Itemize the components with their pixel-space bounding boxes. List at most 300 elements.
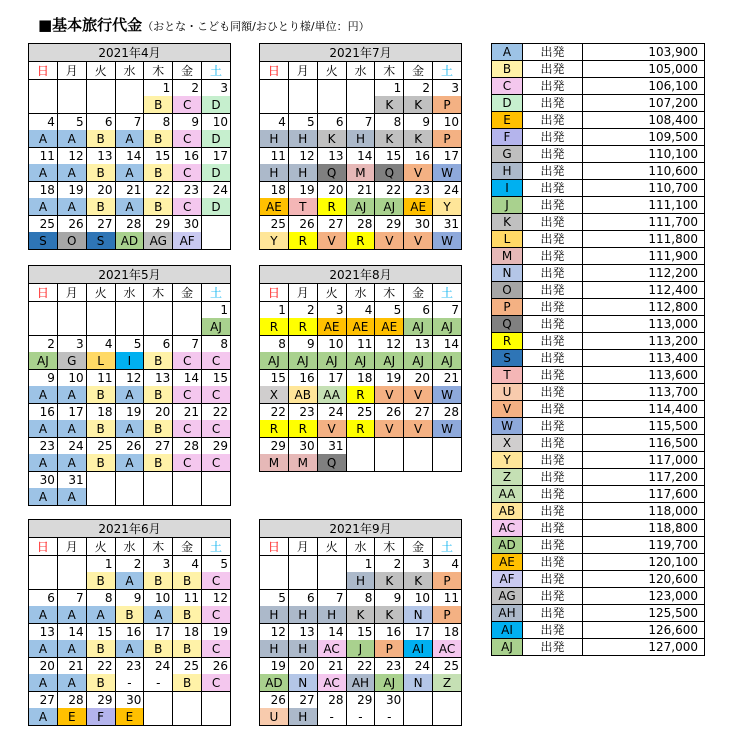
day-number: 26 [288,216,317,233]
price-code-cell: AJ [346,352,375,370]
day-number: 3 [57,336,86,353]
price-code: M [492,248,523,265]
departure-label: 出発 [523,78,583,95]
price-code-cell: Q [317,164,346,182]
weekday-label: 火 [86,538,115,556]
price-value: 117,200 [583,469,705,486]
day-number: 28 [57,692,86,709]
price-code-cell: V [375,386,404,404]
price-code-cell: - [346,708,375,726]
day-number: 24 [317,404,346,421]
departure-label: 出発 [523,44,583,61]
price-code-cell [115,96,144,114]
day-number: 8 [346,590,375,607]
day-number: 24 [57,438,86,455]
price-code-cell [260,96,289,114]
price-code-cell: W [433,420,462,438]
weekday-label: 水 [115,284,144,302]
price-code: G [492,146,523,163]
departure-label: 出発 [523,469,583,486]
price-code-cell: R [346,386,375,404]
day-number: 17 [202,148,231,165]
day-number [86,80,115,97]
day-number: 11 [86,370,115,387]
price-code-cell: AJ [202,318,231,336]
price-value: 125,500 [583,605,705,622]
day-number [346,80,375,97]
day-number [317,80,346,97]
day-number: 5 [375,302,404,319]
day-number: 12 [260,624,289,641]
weekday-label: 金 [404,284,433,302]
day-number: 4 [29,114,58,131]
price-code-cell: K [375,96,404,114]
calendar-june [28,519,231,726]
price-value: 127,000 [583,639,705,656]
price-code-cell: B [86,198,115,216]
day-number: 14 [57,624,86,641]
day-number [173,302,202,319]
departure-label: 出発 [523,95,583,112]
price-code: L [492,231,523,248]
week-price-codes [29,232,231,250]
day-number: 19 [260,658,289,675]
price-code-cell: J [346,640,375,658]
price-code-cell: K [404,96,433,114]
day-number: 15 [346,624,375,641]
weekday-label: 木 [144,284,173,302]
day-number: 26 [115,438,144,455]
price-code-cell: C [202,572,231,590]
week-price-codes [29,318,231,336]
week-price-codes [260,454,462,472]
price-code-cell: AF [173,232,202,250]
price-code-cell: G [57,352,86,370]
day-number: 21 [433,370,462,387]
price-code-cell: B [144,454,173,472]
day-number: 9 [173,114,202,131]
day-number: 19 [375,370,404,387]
day-number: 21 [57,658,86,675]
week-price-codes [29,96,231,114]
day-number: 25 [86,438,115,455]
day-number: 10 [144,590,173,607]
day-number: 1 [260,302,289,319]
day-number [404,438,433,455]
week-day-numbers [260,404,462,421]
price-code-cell: B [144,352,173,370]
day-number: 29 [375,216,404,233]
price-code-cell: A [29,386,58,404]
week-day-numbers [260,692,462,709]
price-code-cell: AC [317,640,346,658]
day-number: 7 [317,590,346,607]
departure-label: 出発 [523,265,583,282]
day-number: 4 [346,302,375,319]
day-number [86,302,115,319]
price-row [492,248,705,265]
departure-label: 出発 [523,418,583,435]
price-value: 111,900 [583,248,705,265]
day-number: 15 [260,370,289,387]
day-number: 23 [288,404,317,421]
weekday-label: 日 [260,284,289,302]
day-number: 18 [86,404,115,421]
day-number [115,472,144,489]
price-code-cell: A [57,606,86,624]
weekday-label: 水 [346,538,375,556]
week-day-numbers [29,438,231,455]
calendar-header-row [260,266,462,284]
weekday-label: 日 [260,538,289,556]
price-code-cell: A [115,130,144,148]
departure-label: 出発 [523,537,583,554]
day-number: 23 [375,658,404,675]
day-number: 11 [260,148,289,165]
weekday-label: 木 [375,284,404,302]
price-code-cell: C [173,420,202,438]
week-day-numbers [260,438,462,455]
price-row [492,537,705,554]
price-code: AJ [492,639,523,656]
day-number: 14 [317,624,346,641]
price-code-cell [115,318,144,336]
price-code-cell: T [288,198,317,216]
price-code-cell: C [202,386,231,404]
price-code-cell: H [260,164,289,182]
week-price-codes [260,164,462,182]
price-value: 112,800 [583,299,705,316]
departure-label: 出発 [523,316,583,333]
price-code-cell: AJ [433,352,462,370]
price-code-cell: B [173,606,202,624]
price-code-cell: R [260,318,289,336]
calendar-header-row [29,520,231,538]
price-code-cell: P [433,572,462,590]
day-number: 8 [86,590,115,607]
price-code-cell: A [115,198,144,216]
price-code-cell: V [404,164,433,182]
day-number: 6 [288,590,317,607]
price-code-cell: AE [404,198,433,216]
day-number: 6 [86,114,115,131]
price-code-cell [29,572,58,590]
departure-label: 出発 [523,503,583,520]
price-code-cell: M [260,454,289,472]
price-row [492,265,705,282]
day-number: 19 [202,624,231,641]
price-code-cell: N [404,674,433,692]
price-value: 113,000 [583,316,705,333]
weekday-row [29,538,231,556]
price-code-cell: B [86,420,115,438]
day-number: 2 [288,302,317,319]
price-code-cell [173,708,202,726]
calendar-month-title: 2021年7月 [260,44,462,62]
departure-label: 出発 [523,384,583,401]
price-row [492,282,705,299]
day-number: 10 [57,370,86,387]
day-number: 6 [404,302,433,319]
day-number: 9 [115,590,144,607]
day-number: 25 [173,658,202,675]
day-number: 5 [260,590,289,607]
departure-label: 出発 [523,112,583,129]
price-code-cell: - [317,708,346,726]
day-number [317,556,346,573]
price-row [492,401,705,418]
weekday-label: 土 [202,62,231,80]
calendar-august [259,265,462,472]
weekday-row [260,284,462,302]
price-code-cell: S [86,232,115,250]
price-code-cell: A [29,130,58,148]
price-row [492,350,705,367]
day-number [202,692,231,709]
week-price-codes [29,606,231,624]
price-code: W [492,418,523,435]
price-code-cell: H [288,130,317,148]
week-day-numbers [260,590,462,607]
price-row [492,112,705,129]
price-code-cell: B [86,674,115,692]
week-price-codes [260,352,462,370]
price-code: D [492,95,523,112]
price-code-cell: L [86,352,115,370]
weekday-label: 月 [57,284,86,302]
day-number: 18 [173,624,202,641]
departure-label: 出発 [523,248,583,265]
weekday-label: 金 [404,538,433,556]
day-number: 8 [202,336,231,353]
day-number: 26 [57,216,86,233]
price-code: AF [492,571,523,588]
price-code: A [492,44,523,61]
day-number: 6 [144,336,173,353]
day-number: 29 [202,438,231,455]
price-code-cell [288,572,317,590]
price-row [492,163,705,180]
day-number: 1 [202,302,231,319]
weekday-label: 土 [433,62,462,80]
day-number: 15 [86,624,115,641]
day-number: 12 [57,148,86,165]
day-number: 13 [144,370,173,387]
price-code-cell: I [115,352,144,370]
day-number: 30 [173,216,202,233]
price-code-cell: AH [346,674,375,692]
price-code-cell: A [57,674,86,692]
price-code-cell: Q [317,454,346,472]
price-code-cell: AJ [346,198,375,216]
price-row [492,571,705,588]
price-code-cell: C [202,606,231,624]
departure-label: 出発 [523,299,583,316]
price-code-cell [115,488,144,506]
price-code-cell: A [115,164,144,182]
day-number: 3 [433,80,462,97]
price-value: 112,400 [583,282,705,299]
price-value: 103,900 [583,44,705,61]
price-row [492,44,705,61]
day-number: 24 [404,658,433,675]
day-number: 12 [375,336,404,353]
price-code-cell: A [115,454,144,472]
price-row [492,333,705,350]
departure-label: 出発 [523,639,583,656]
price-code-cell: A [115,386,144,404]
price-code-cell: N [288,674,317,692]
price-code: Y [492,452,523,469]
calendar-may [28,265,231,506]
week-day-numbers [29,658,231,675]
day-number: 1 [375,80,404,97]
day-number: 10 [202,114,231,131]
price-row [492,231,705,248]
price-row [492,605,705,622]
price-code: Q [492,316,523,333]
price-code: AI [492,622,523,639]
day-number: 22 [260,404,289,421]
price-code-cell: B [144,198,173,216]
weekday-label: 木 [375,538,404,556]
departure-label: 出発 [523,622,583,639]
week-price-codes [29,164,231,182]
day-number: 24 [433,182,462,199]
day-number: 18 [346,370,375,387]
price-code-cell: B [86,454,115,472]
price-code-cell: A [86,606,115,624]
day-number: 16 [404,148,433,165]
departure-label: 出発 [523,554,583,571]
day-number: 24 [202,182,231,199]
day-number: 22 [86,658,115,675]
price-code-cell: H [317,606,346,624]
price-code-cell: C [202,420,231,438]
day-number: 28 [173,438,202,455]
day-number: 10 [317,336,346,353]
price-code-cell: Q [375,164,404,182]
calendar-header-row [260,44,462,62]
day-number: 26 [375,404,404,421]
price-code-cell: C [173,96,202,114]
price-row [492,503,705,520]
day-number [173,472,202,489]
price-code-cell: C [173,454,202,472]
price-value: 126,600 [583,622,705,639]
weekday-label: 水 [346,62,375,80]
price-code-cell [346,454,375,472]
price-code-cell: - [115,674,144,692]
day-number: 18 [260,182,289,199]
price-row [492,146,705,163]
departure-label: 出発 [523,282,583,299]
departure-label: 出発 [523,605,583,622]
day-number: 30 [115,692,144,709]
price-code: J [492,197,523,214]
weekday-label: 金 [173,284,202,302]
weekday-label: 水 [115,62,144,80]
day-number: 4 [86,336,115,353]
price-code-cell: B [86,572,115,590]
week-day-numbers [29,692,231,709]
price-code-cell: AE [260,198,289,216]
day-number: 11 [433,590,462,607]
week-price-codes [29,420,231,438]
price-code-cell: D [202,96,231,114]
day-number: 12 [202,590,231,607]
price-row [492,214,705,231]
day-number: 3 [404,556,433,573]
day-number: 23 [404,182,433,199]
price-value: 108,400 [583,112,705,129]
price-value: 113,200 [583,333,705,350]
week-day-numbers [29,590,231,607]
price-code-cell [144,318,173,336]
weekday-label: 木 [144,538,173,556]
price-value: 111,700 [583,214,705,231]
price-code-cell: C [173,130,202,148]
weekday-label: 火 [317,284,346,302]
day-number: 19 [288,182,317,199]
price-code: AE [492,554,523,571]
day-number [29,556,58,573]
day-number: 30 [375,692,404,709]
week-price-codes [29,386,231,404]
calendar-month-title: 2021年8月 [260,266,462,284]
price-code-cell: B [115,606,144,624]
price-code-cell: AE [346,318,375,336]
day-number: 7 [115,114,144,131]
price-code-cell: K [346,606,375,624]
price-row [492,588,705,605]
week-day-numbers [29,114,231,131]
price-code-cell: U [260,708,289,726]
price-code-cell: D [202,198,231,216]
price-code-cell: V [375,420,404,438]
price-code-cell: B [86,130,115,148]
price-code-cell: AJ [404,352,433,370]
price-value: 112,200 [583,265,705,282]
price-code-cell: E [57,708,86,726]
day-number: 21 [115,182,144,199]
day-number: 29 [260,438,289,455]
price-row [492,520,705,537]
week-price-codes [260,130,462,148]
week-day-numbers [29,148,231,165]
week-day-numbers [260,114,462,131]
day-number: 8 [375,114,404,131]
price-code-cell: V [404,420,433,438]
weekday-label: 土 [202,284,231,302]
weekday-label: 水 [115,538,144,556]
weekday-label: 月 [288,284,317,302]
price-table [491,43,705,656]
weekday-row [260,62,462,80]
price-code-cell [57,96,86,114]
departure-label: 出発 [523,231,583,248]
day-number [57,80,86,97]
departure-label: 出発 [523,350,583,367]
day-number: 30 [288,438,317,455]
price-value: 113,400 [583,350,705,367]
price-code-cell: Y [433,198,462,216]
day-number: 15 [144,148,173,165]
day-number: 2 [375,556,404,573]
price-code-cell: A [29,198,58,216]
departure-label: 出発 [523,146,583,163]
day-number: 16 [173,148,202,165]
